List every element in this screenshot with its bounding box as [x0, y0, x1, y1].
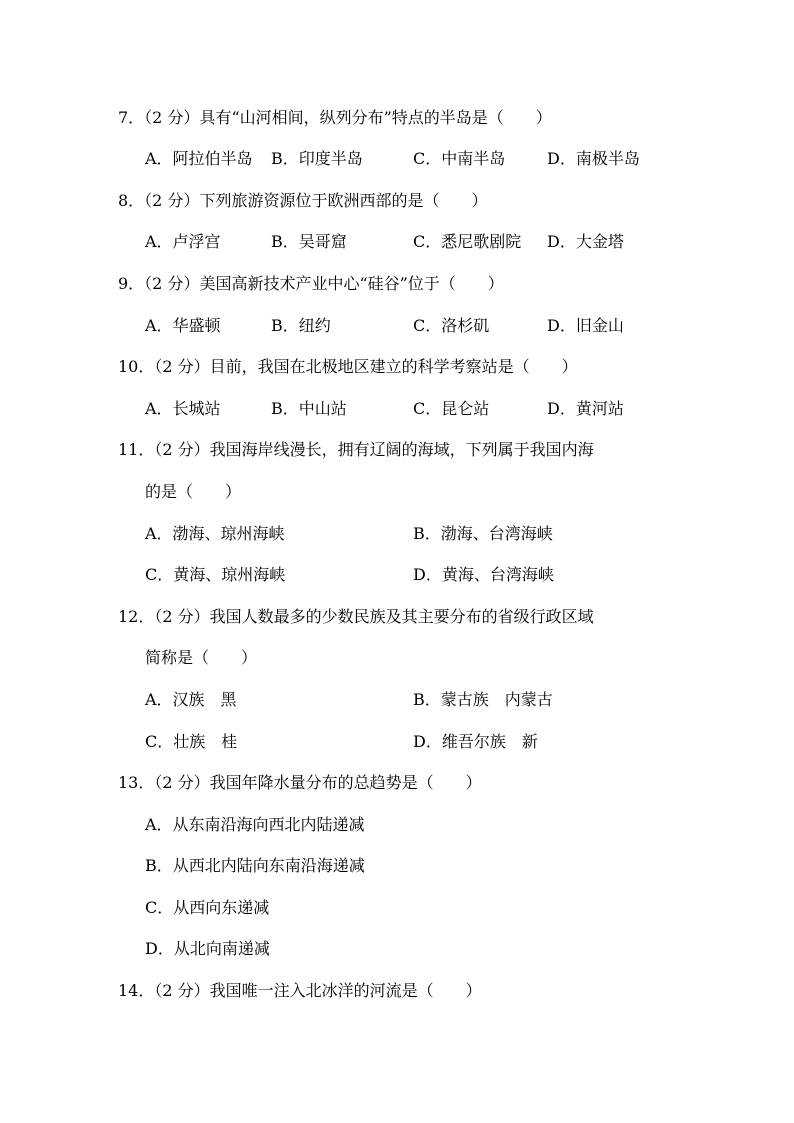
question-9-option-b: B．纽约 — [271, 316, 331, 335]
question-11-stem: 11．（2 分）我国海岸线漫长，拥有辽阔的海域，下列属于我国内海 — [118, 440, 594, 459]
question-13-option-a: A．从东南沿海向西北内陆递减 — [145, 815, 365, 834]
question-8-option-c: C．悉尼歌剧院 — [413, 232, 522, 251]
question-14-stem: 14．（2 分）我国唯一注入北冰洋的河流是（ ） — [118, 981, 482, 1000]
question-7-option-c: C．中南半岛 — [413, 149, 506, 168]
question-10-option-d: D．黄河站 — [547, 399, 624, 418]
question-9-option-c: C．洛杉矶 — [413, 316, 490, 335]
question-13-stem: 13．（2 分）我国年降水量分布的总趋势是（ ） — [118, 773, 482, 792]
question-12-stem-continued: 简称是（ ） — [145, 648, 258, 667]
question-11-option-b: B．渤海、台湾海峡 — [413, 524, 553, 543]
question-11-stem-continued: 的是（ ） — [145, 482, 242, 501]
question-10-stem: 10．（2 分）目前，我国在北极地区建立的科学考察站是（ ） — [118, 357, 578, 376]
question-7-option-a: A．阿拉伯半岛 — [145, 149, 253, 168]
question-12-option-b: B．蒙古族 内蒙古 — [413, 690, 553, 709]
question-11-option-d: D．黄海、台湾海峡 — [413, 565, 554, 584]
question-8-option-a: A．卢浮宫 — [145, 232, 221, 251]
question-9-option-a: A．华盛顿 — [145, 316, 221, 335]
question-12-option-a: A．汉族 黑 — [145, 690, 237, 709]
question-11-option-a: A．渤海、琼州海峡 — [145, 524, 285, 543]
question-10-option-c: C．昆仑站 — [413, 399, 490, 418]
question-13-option-c: C．从西向东递减 — [145, 898, 270, 917]
question-9-stem: 9．（2 分）美国高新技术产业中心“硅谷”位于（ ） — [118, 274, 504, 293]
question-8-option-d: D．大金塔 — [547, 232, 624, 251]
question-13-option-d: D．从北向南递减 — [145, 939, 270, 958]
question-7-option-b: B．印度半岛 — [271, 149, 363, 168]
question-7-option-d: D．南极半岛 — [547, 149, 640, 168]
question-10-option-b: B．中山站 — [271, 399, 347, 418]
question-13-option-b: B．从西北内陆向东南沿海递减 — [145, 856, 365, 875]
question-12-option-c: C．壮族 桂 — [145, 732, 238, 751]
question-7-stem: 7．（2 分）具有“山河相间，纵列分布”特点的半岛是（ ） — [118, 108, 552, 127]
question-8-option-b: B．吴哥窟 — [271, 232, 347, 251]
question-12-stem: 12．（2 分）我国人数最多的少数民族及其主要分布的省级行政区域 — [118, 607, 594, 626]
question-9-option-d: D．旧金山 — [547, 316, 624, 335]
question-10-option-a: A．长城站 — [145, 399, 221, 418]
question-8-stem: 8．（2 分）下列旅游资源位于欧洲西部的是（ ） — [118, 191, 488, 210]
question-12-option-d: D．维吾尔族 新 — [413, 732, 538, 751]
question-11-option-c: C．黄海、琼州海峡 — [145, 565, 286, 584]
